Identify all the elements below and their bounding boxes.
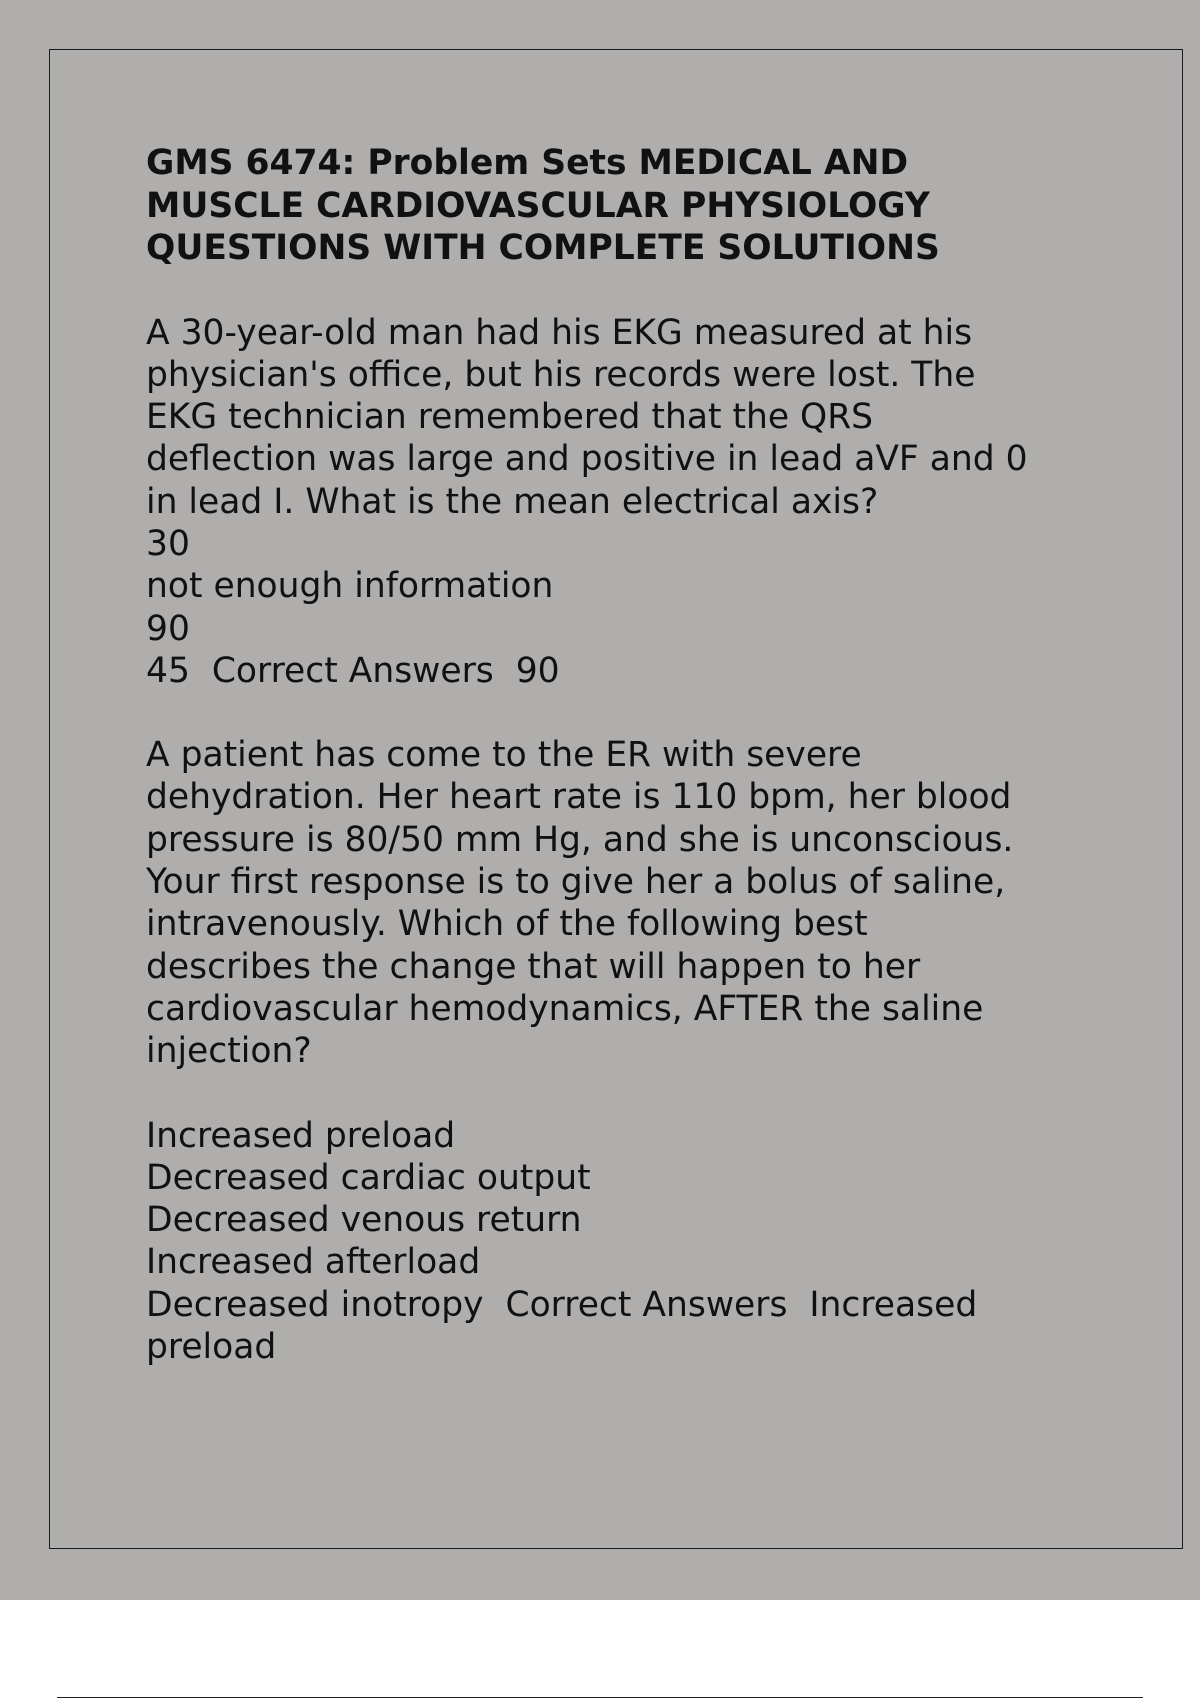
page-divider (57, 1697, 1143, 1698)
answer-option: Decreased cardiac output (146, 1157, 591, 1198)
question-text-line: in lead I. What is the mean electrical axis? (146, 481, 879, 522)
answer-option-with-correct-answer: Decreased inotropy Correct Answers Increased (146, 1284, 978, 1325)
question-text-line: physician's office, but his records were lost. The (146, 354, 976, 395)
answer-option: 30 (146, 523, 190, 564)
question-text-line: describes the change that will happen to her (146, 946, 921, 987)
question-text-line: intravenously. Which of the following best (146, 904, 868, 945)
title-line: QUESTIONS WITH COMPLETE SOLUTIONS (146, 228, 940, 268)
question-text-line: deflection was large and positive in lead aVF and 0 (146, 439, 1028, 480)
answer-option: 90 (146, 608, 190, 649)
answer-option: Decreased venous return (146, 1200, 582, 1241)
question-text-line: Your first response is to give her a bolus of saline, (146, 862, 1006, 903)
title-line: GMS 6474: Problem Sets MEDICAL AND (146, 143, 909, 183)
answer-option-with-correct-answer: 45 Correct Answers 90 (146, 650, 560, 691)
answer-option: Increased afterload (146, 1242, 481, 1283)
document-content (146, 142, 1106, 1410)
question-1 (146, 312, 1106, 693)
question-2 (146, 734, 1106, 1072)
question-text-line: A 30-year-old man had his EKG measured at his (146, 312, 973, 353)
question-text-line: cardiovascular hemodynamics, AFTER the saline (146, 988, 984, 1029)
question-text-line: EKG technician remembered that the QRS (146, 397, 874, 438)
answer-option: Increased preload (146, 1115, 456, 1156)
question-text-line: dehydration. Her heart rate is 110 bpm, her blood (146, 777, 1012, 818)
question-text-line: A patient has come to the ER with severe (146, 735, 862, 776)
answer-option: not enough information (146, 566, 554, 607)
document-title (146, 142, 1106, 270)
question-text-line: pressure is 80/50 mm Hg, and she is unconscious. (146, 819, 1014, 860)
correct-answer-continuation: preload (146, 1327, 277, 1368)
title-line: MUSCLE CARDIOVASCULAR PHYSIOLOGY (146, 185, 930, 226)
question-text-line: injection? (146, 1031, 312, 1072)
question-2-options (146, 1115, 1106, 1369)
